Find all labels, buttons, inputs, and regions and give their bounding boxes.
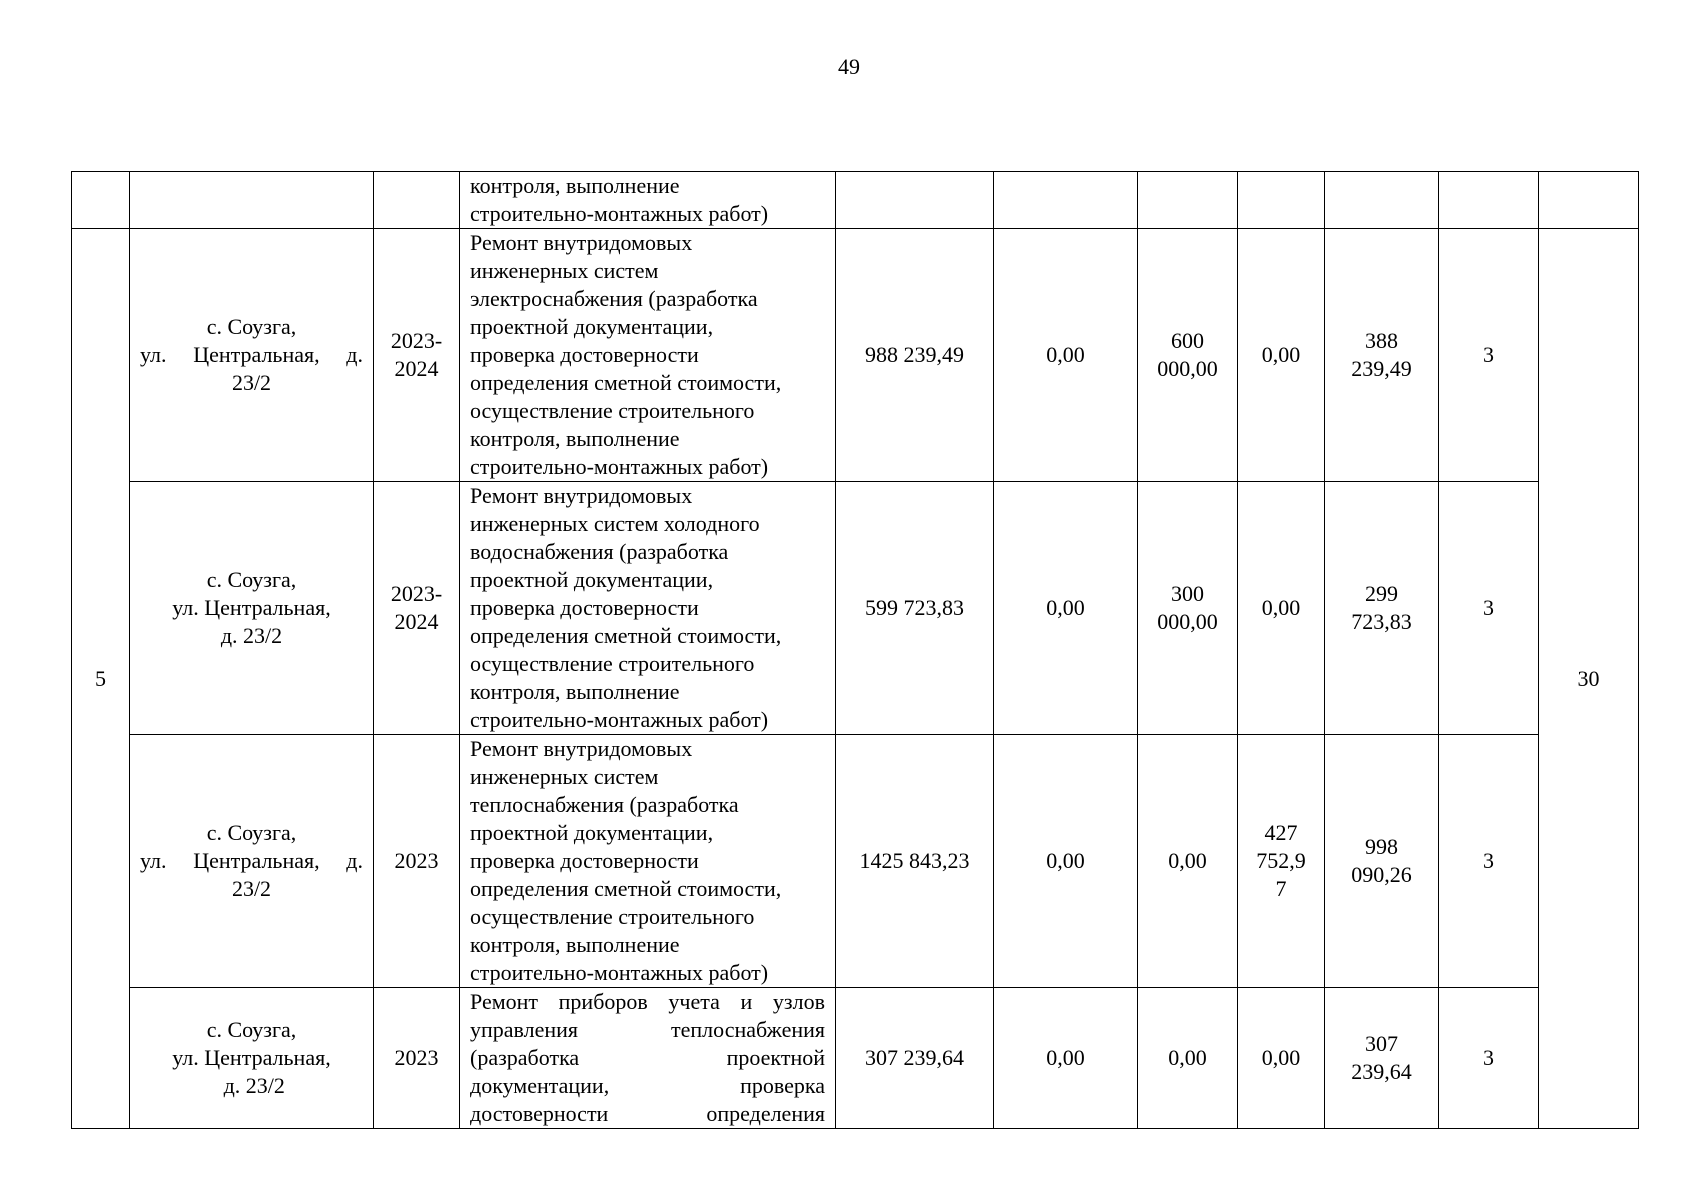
cell-address: с. Соузга, ул. Центральная, д. 23/2 xyxy=(130,482,374,735)
cell-description: Ремонт внутридомовых инженерных систем теплоснабжения (разработка проектной документации, проверка достоверности определения сметной стоимости, осуществление строительного контроля, выполнение строительно-монтажных работ) xyxy=(460,735,836,988)
cell-col5: 3 xyxy=(1439,988,1539,1129)
cell-col4: 998 090,26 xyxy=(1325,735,1439,988)
cell-col3: 0,00 xyxy=(1238,229,1325,482)
cell-empty xyxy=(994,172,1138,229)
cell-period: 2023 xyxy=(374,735,460,988)
cell-empty xyxy=(836,172,994,229)
cell-col5: 3 xyxy=(1439,229,1539,482)
cell-col4: 299 723,83 xyxy=(1325,482,1439,735)
cell-col4: 307 239,64 xyxy=(1325,988,1439,1129)
cell-col1: 0,00 xyxy=(994,735,1138,988)
cell-col3: 0,00 xyxy=(1238,482,1325,735)
cell-col2: 600 000,00 xyxy=(1138,229,1238,482)
cell-total: 599 723,83 xyxy=(836,482,994,735)
group-total: 30 xyxy=(1539,229,1639,1129)
cell-empty xyxy=(1238,172,1325,229)
cell-col2: 0,00 xyxy=(1138,735,1238,988)
cell-empty xyxy=(1439,172,1539,229)
table-row xyxy=(72,988,1639,1129)
table-row-continuation xyxy=(72,172,1639,229)
cell-description: Ремонт внутридомовых инженерных систем электроснабжения (разработка проектной документации, проверка достоверности определения сметной стоимости, осуществление строительного контроля, выполнение строительно-монтажных работ) xyxy=(460,229,836,482)
cell-col5: 3 xyxy=(1439,735,1539,988)
cell-col3: 427 752,9 7 xyxy=(1238,735,1325,988)
cell-empty xyxy=(1539,172,1639,229)
cell-col4: 388 239,49 xyxy=(1325,229,1439,482)
cell-description: контроля, выполнение строительно-монтажных работ) xyxy=(460,172,836,229)
cell-empty xyxy=(1325,172,1439,229)
group-number: 5 xyxy=(72,229,130,1129)
cell-total: 307 239,64 xyxy=(836,988,994,1129)
cell-address: с. Соузга, ул. Центральная, д. 23/2 xyxy=(130,735,374,988)
cell-empty xyxy=(130,172,374,229)
cell-period: 2023- 2024 xyxy=(374,482,460,735)
table-row xyxy=(72,735,1639,988)
cell-description: Ремонт приборов учета и узлов управления теплоснабжения (разработка проектной документации, проверка достоверности определения xyxy=(460,988,836,1129)
cell-address: с. Соузга, ул. Центральная, д. 23/2 xyxy=(130,229,374,482)
cell-address: с. Соузга, ул. Центральная, д. 23/2 xyxy=(130,988,374,1129)
cell-col2: 300 000,00 xyxy=(1138,482,1238,735)
cell-empty xyxy=(72,172,130,229)
cell-col1: 0,00 xyxy=(994,482,1138,735)
cell-description: Ремонт внутридомовых инженерных систем холодного водоснабжения (разработка проектной документации, проверка достоверности определения сметной стоимости, осуществление строительного контроля, выполнение строительно-монтажных работ) xyxy=(460,482,836,735)
cell-col2: 0,00 xyxy=(1138,988,1238,1129)
cell-empty xyxy=(374,172,460,229)
table-row xyxy=(72,482,1639,735)
cell-col5: 3 xyxy=(1439,482,1539,735)
cell-col1: 0,00 xyxy=(994,229,1138,482)
cell-period: 2023 xyxy=(374,988,460,1129)
cell-col1: 0,00 xyxy=(994,988,1138,1129)
cell-period: 2023- 2024 xyxy=(374,229,460,482)
page-number: 49 xyxy=(838,54,860,79)
table-row xyxy=(72,229,1639,482)
works-table xyxy=(71,171,1639,1129)
cell-total: 988 239,49 xyxy=(836,229,994,482)
cell-col3: 0,00 xyxy=(1238,988,1325,1129)
cell-empty xyxy=(1138,172,1238,229)
cell-total: 1425 843,23 xyxy=(836,735,994,988)
